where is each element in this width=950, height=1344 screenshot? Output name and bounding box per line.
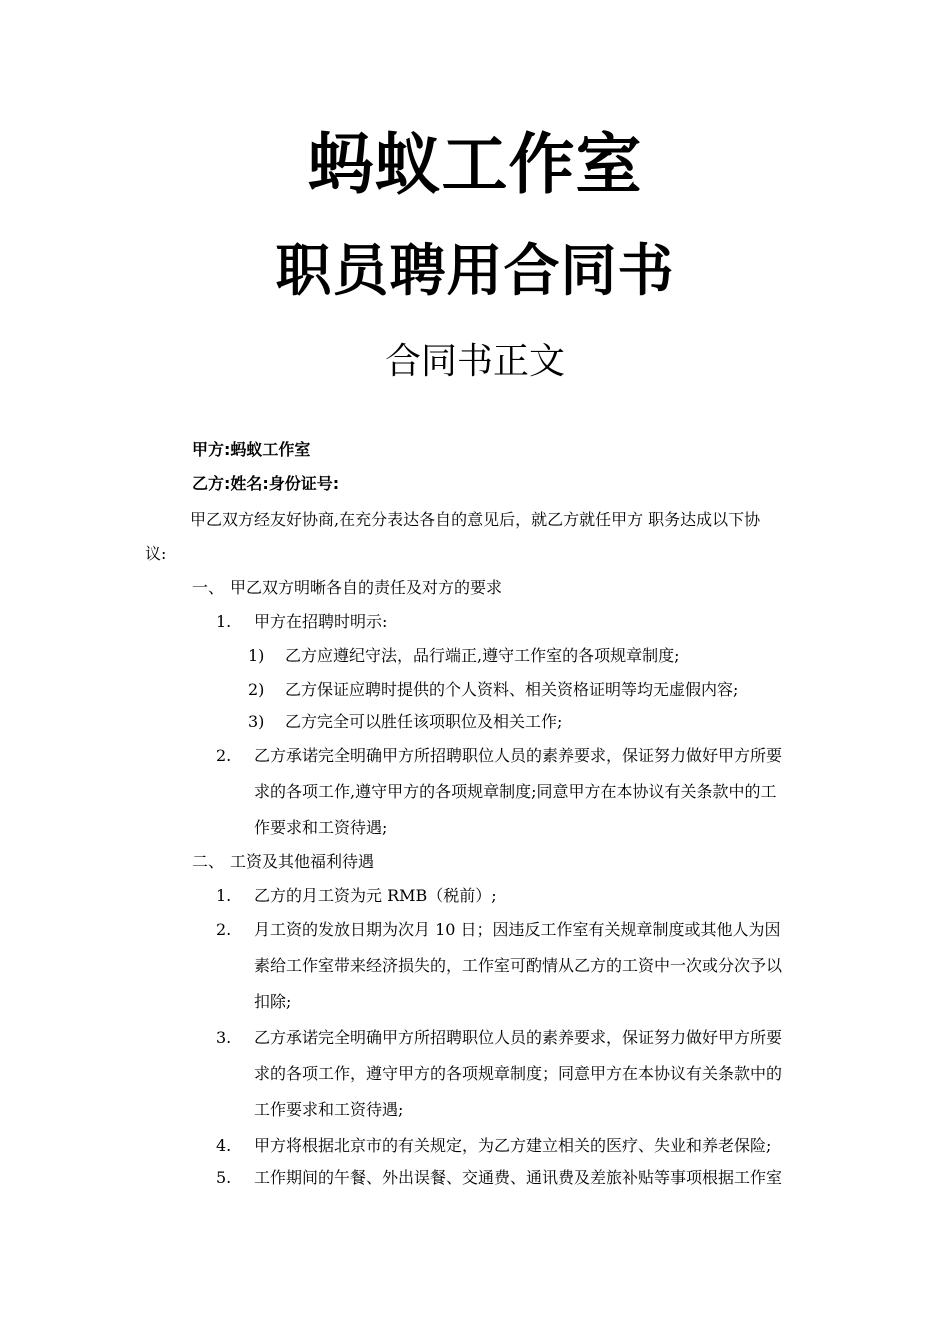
party-b: 乙方:姓名:身份证号: bbox=[192, 474, 340, 493]
s1-item-2-number: 2. bbox=[216, 746, 232, 765]
s1-item-1-number: 1. bbox=[216, 612, 232, 631]
s2-item-2-line-3: 扣除; bbox=[254, 992, 292, 1011]
section-2-number: 二、 bbox=[192, 852, 225, 871]
section-heading: 合同书正文 bbox=[384, 341, 565, 382]
s1-sub-2-number: 2) bbox=[248, 680, 265, 699]
s2-item-4-text: 甲方将根据北京市的有关规定，为乙方建立相关的医疗、失业和养老保险; bbox=[254, 1136, 772, 1155]
s2-item-1-number: 1. bbox=[216, 886, 232, 905]
s1-sub-3-number: 3) bbox=[248, 712, 265, 731]
s2-item-5-text: 工作期间的午餐、外出误餐、交通费、通讯费及差旅补贴等事项根据工作室 bbox=[254, 1168, 783, 1187]
s2-item-2-number: 2. bbox=[216, 920, 232, 939]
intro-line-2: 议: bbox=[145, 544, 167, 563]
document-title: 蚂蚁工作室 bbox=[307, 126, 643, 203]
intro-line-1: 甲乙双方经友好协商,在充分表达各自的意见后，就乙方就任甲方 职务达成以下协 bbox=[190, 510, 761, 529]
s1-item-1-text: 甲方在招聘时明示: bbox=[254, 612, 388, 631]
s2-item-3-line-2: 求的各项工作，遵守甲方的各项规章制度；同意甲方在本协议有关条款中的 bbox=[254, 1064, 783, 1083]
s2-item-5-number: 5. bbox=[216, 1168, 232, 1187]
document-subtitle: 职员聘用合同书 bbox=[275, 239, 675, 304]
s1-sub-1-number: 1) bbox=[248, 646, 265, 665]
s2-item-2-line-1: 月工资的发放日期为次月 10 日；因违反工作室有关规章制度或其他人为因 bbox=[254, 920, 781, 939]
s1-item-2-line-1: 乙方承诺完全明确甲方所招聘职位人员的素养要求，保证努力做好甲方所要 bbox=[254, 746, 783, 765]
s2-item-3-line-1: 乙方承诺完全明确甲方所招聘职位人员的素养要求，保证努力做好甲方所要 bbox=[254, 1028, 783, 1047]
section-2-title: 工资及其他福利待遇 bbox=[230, 852, 375, 871]
s1-item-2-line-2: 求的各项工作,遵守甲方的各项规章制度;同意甲方在本协议有关条款中的工 bbox=[254, 782, 777, 801]
s2-item-3-line-3: 工作要求和工资待遇; bbox=[254, 1100, 404, 1119]
s2-item-3-number: 3. bbox=[216, 1028, 232, 1047]
s2-item-4-number: 4. bbox=[216, 1136, 232, 1155]
s1-sub-3-text: 乙方完全可以胜任该项职位及相关工作; bbox=[285, 712, 563, 731]
s1-sub-1-text: 乙方应遵纪守法，品行端正,遵守工作室的各项规章制度; bbox=[285, 646, 680, 665]
s2-item-1-text: 乙方的月工资为元 RMB（税前）; bbox=[254, 886, 497, 905]
s2-item-2-line-2: 素给工作室带来经济损失的，工作室可酌情从乙方的工资中一次或分次予以 bbox=[254, 956, 783, 975]
party-a: 甲方:蚂蚁工作室 bbox=[192, 440, 311, 459]
section-1-title: 甲乙双方明晰各自的责任及对方的要求 bbox=[230, 578, 503, 597]
s1-sub-2-text: 乙方保证应聘时提供的个人资料、相关资格证明等均无虚假内容; bbox=[285, 680, 739, 699]
section-1-number: 一、 bbox=[192, 578, 225, 597]
s1-item-2-line-3: 作要求和工资待遇; bbox=[254, 818, 388, 837]
